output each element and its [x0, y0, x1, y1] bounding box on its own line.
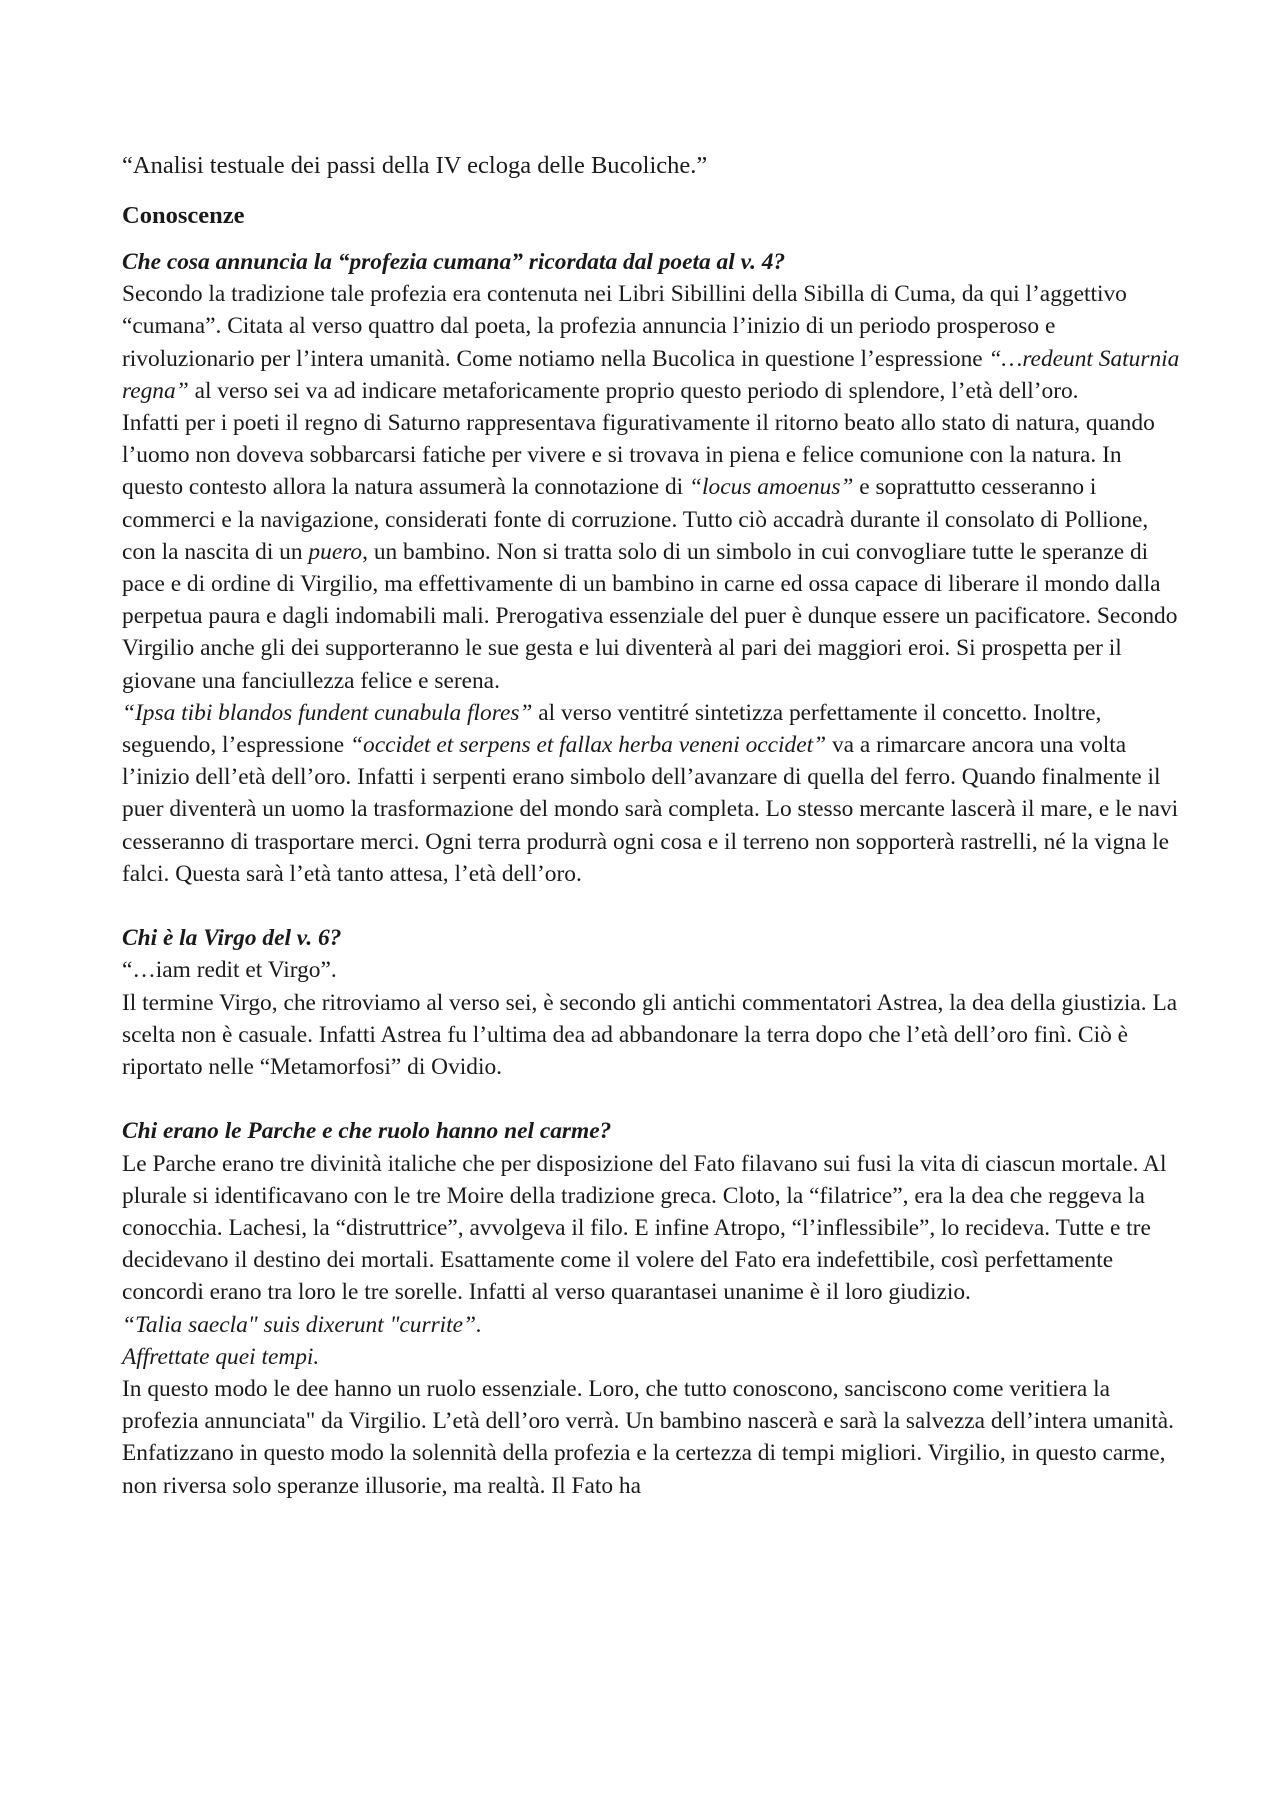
- q1-p1-text-a: Secondo la tradizione tale profezia era contenuta nei Libri Sibillini della Sibilla di Cuma, da qui l’aggettivo “cumana”. Citata al verso quattro dal poeta, la profezia annuncia l’inizio di un periodo prosperoso e rivoluzionario per l’intera umanità. Come notiamo nella Bucolica in questione l’espressione: [122, 281, 1127, 372]
- spacer: [122, 1083, 1180, 1115]
- question-1: Che cosa annuncia la “profezia cumana” ricordata dal poeta al v. 4?: [122, 249, 786, 275]
- question-2: Chi è la Virgo del v. 6?: [122, 925, 342, 952]
- q1-paragraph-1: [122, 278, 1180, 407]
- document-page: [122, 150, 1180, 1502]
- q3-quote-translation-text: Affrettate quei tempi.: [122, 1343, 320, 1370]
- question-3: Chi erano le Parche e che ruolo hanno nel carme?: [122, 1118, 612, 1145]
- q3-quote-latin: [122, 1309, 1180, 1341]
- q3-quote-translation: [122, 1341, 1180, 1373]
- q3-quote-latin-text: “Talia saecla" suis dixerunt "currite”.: [122, 1311, 482, 1338]
- q1-p1-text-b: al verso sei va ad indicare metaforicamente proprio questo periodo di splendore, l’età dell’oro.: [188, 377, 1079, 404]
- q1-paragraph-2: [122, 407, 1180, 697]
- q1-p3-text-b: va a rimarcare ancora una volta l’inizio dell’età dell’oro. Infatti i serpenti erano simbolo dell’avanzare di quella del ferro. Quando finalmente il puer diventerà un uomo la trasformazione del mondo sarà completa. Lo stesso mercante lascerà il mare, e le navi cesseranno di trasportare merci. Ogni terra produrrà ogni cosa e il terreno non sopporterà rastrelli, né la vigna le falci. Questa sarà l’età tanto attesa, l’età dell’oro.: [122, 732, 1179, 887]
- q1-p3-quote-2: “occidet et serpens et fallax herba veneni occidet”: [350, 732, 827, 759]
- q2-quote: “…iam redit et Virgo”.: [122, 957, 337, 984]
- spacer: [122, 890, 1180, 922]
- q3-paragraph-2: In questo modo le dee hanno un ruolo essenziale. Loro, che tutto conoscono, sanciscono come veritiera la profezia annunciata" da Virgilio. L’età dell’oro verrà. Un bambino nascerà e sarà la salvezza dell’intera umanità. Enfatizzano in questo modo la solennità della profezia e la certezza di tempi migliori. Virgilio, in questo carme, non riversa solo speranze illusorie, ma realtà. Il Fato ha: [122, 1376, 1175, 1499]
- q1-p2-puero: puero: [308, 538, 363, 565]
- q2-paragraph-1: Il termine Virgo, che ritroviamo al verso sei, è secondo gli antichi commentatori Astrea, la dea della giustizia. La scelta non è casuale. Infatti Astrea fu l’ultima dea ad abbandonare la terra dopo che l’età dell’oro finì. Ciò è riportato nelle “Metamorfosi” di Ovidio.: [122, 989, 1178, 1081]
- q1-p3-text-a: al verso ventitré sintetizza perfettamente il concetto. Inoltre, seguendo, l’espressione: [122, 699, 1102, 759]
- section-heading: Conoscenze: [122, 202, 245, 229]
- q1-p1-quote: “…redeunt Saturnia regna”: [122, 345, 1180, 404]
- document-title: “Analisi testuale dei passi della IV ecloga delle Bucoliche.”: [122, 152, 708, 179]
- q3-paragraph-1: Le Parche erano tre divinità italiche che per disposizione del Fato filavano sui fusi la vita di ciascun mortale. Al plurale si identificavano con le tre Moire della tradizione greca. Cloto, la “filatrice”, era la dea che reggeva la conocchia. Lachesi, la “distruttrice”, avvolgeva il filo. E infine Atropo, “l’inflessibile”, lo recideva. Tutte e tre decidevano il destino dei mortali. Esattamente come il volere del Fato era indefettibile, così perfettamente concordi erano tra loro le tre sorelle. Infatti al verso quarantasei unanime è il loro giudizio.: [122, 1150, 1167, 1306]
- q1-p2-text-b: e soprattutto cesseranno i commerci e la navigazione, considerati fonte di corruzione. Tutto ciò accadrà durante il consolato di Pollione, con la nascita di un: [122, 474, 1149, 565]
- q1-p2-text-c: , un bambino. Non si tratta solo di un simbolo in cui convogliare tutte le speranze di pace e di ordine di Virgilio, ma effettivamente di un bambino in carne ed ossa capace di liberare il mondo dalla perpetua paura e dagli indomabili mali. Prerogativa essenziale del puer è dunque essere un pacificatore. Secondo Virgilio anche gli dei supporteranno le sue gesta e lui diventerà al pari dei maggiori eroi. Si prospetta per il giovane una fanciullezza felice e serena.: [122, 538, 1178, 694]
- q1-paragraph-3: [122, 697, 1180, 890]
- q1-p2-text-a: Infatti per i poeti il regno di Saturno rappresentava figurativamente il ritorno beato allo stato di natura, quando l’uomo non doveva sobbarcarsi fatiche per vivere e si trovava in piena e felice comunione con la natura. In questo contesto allora la natura assumerà la connotazione di: [122, 410, 1155, 501]
- q1-p3-quote: “Ipsa tibi blandos fundent cunabula flores”: [122, 699, 533, 726]
- q1-p2-quote: “locus amoenus”: [689, 474, 854, 501]
